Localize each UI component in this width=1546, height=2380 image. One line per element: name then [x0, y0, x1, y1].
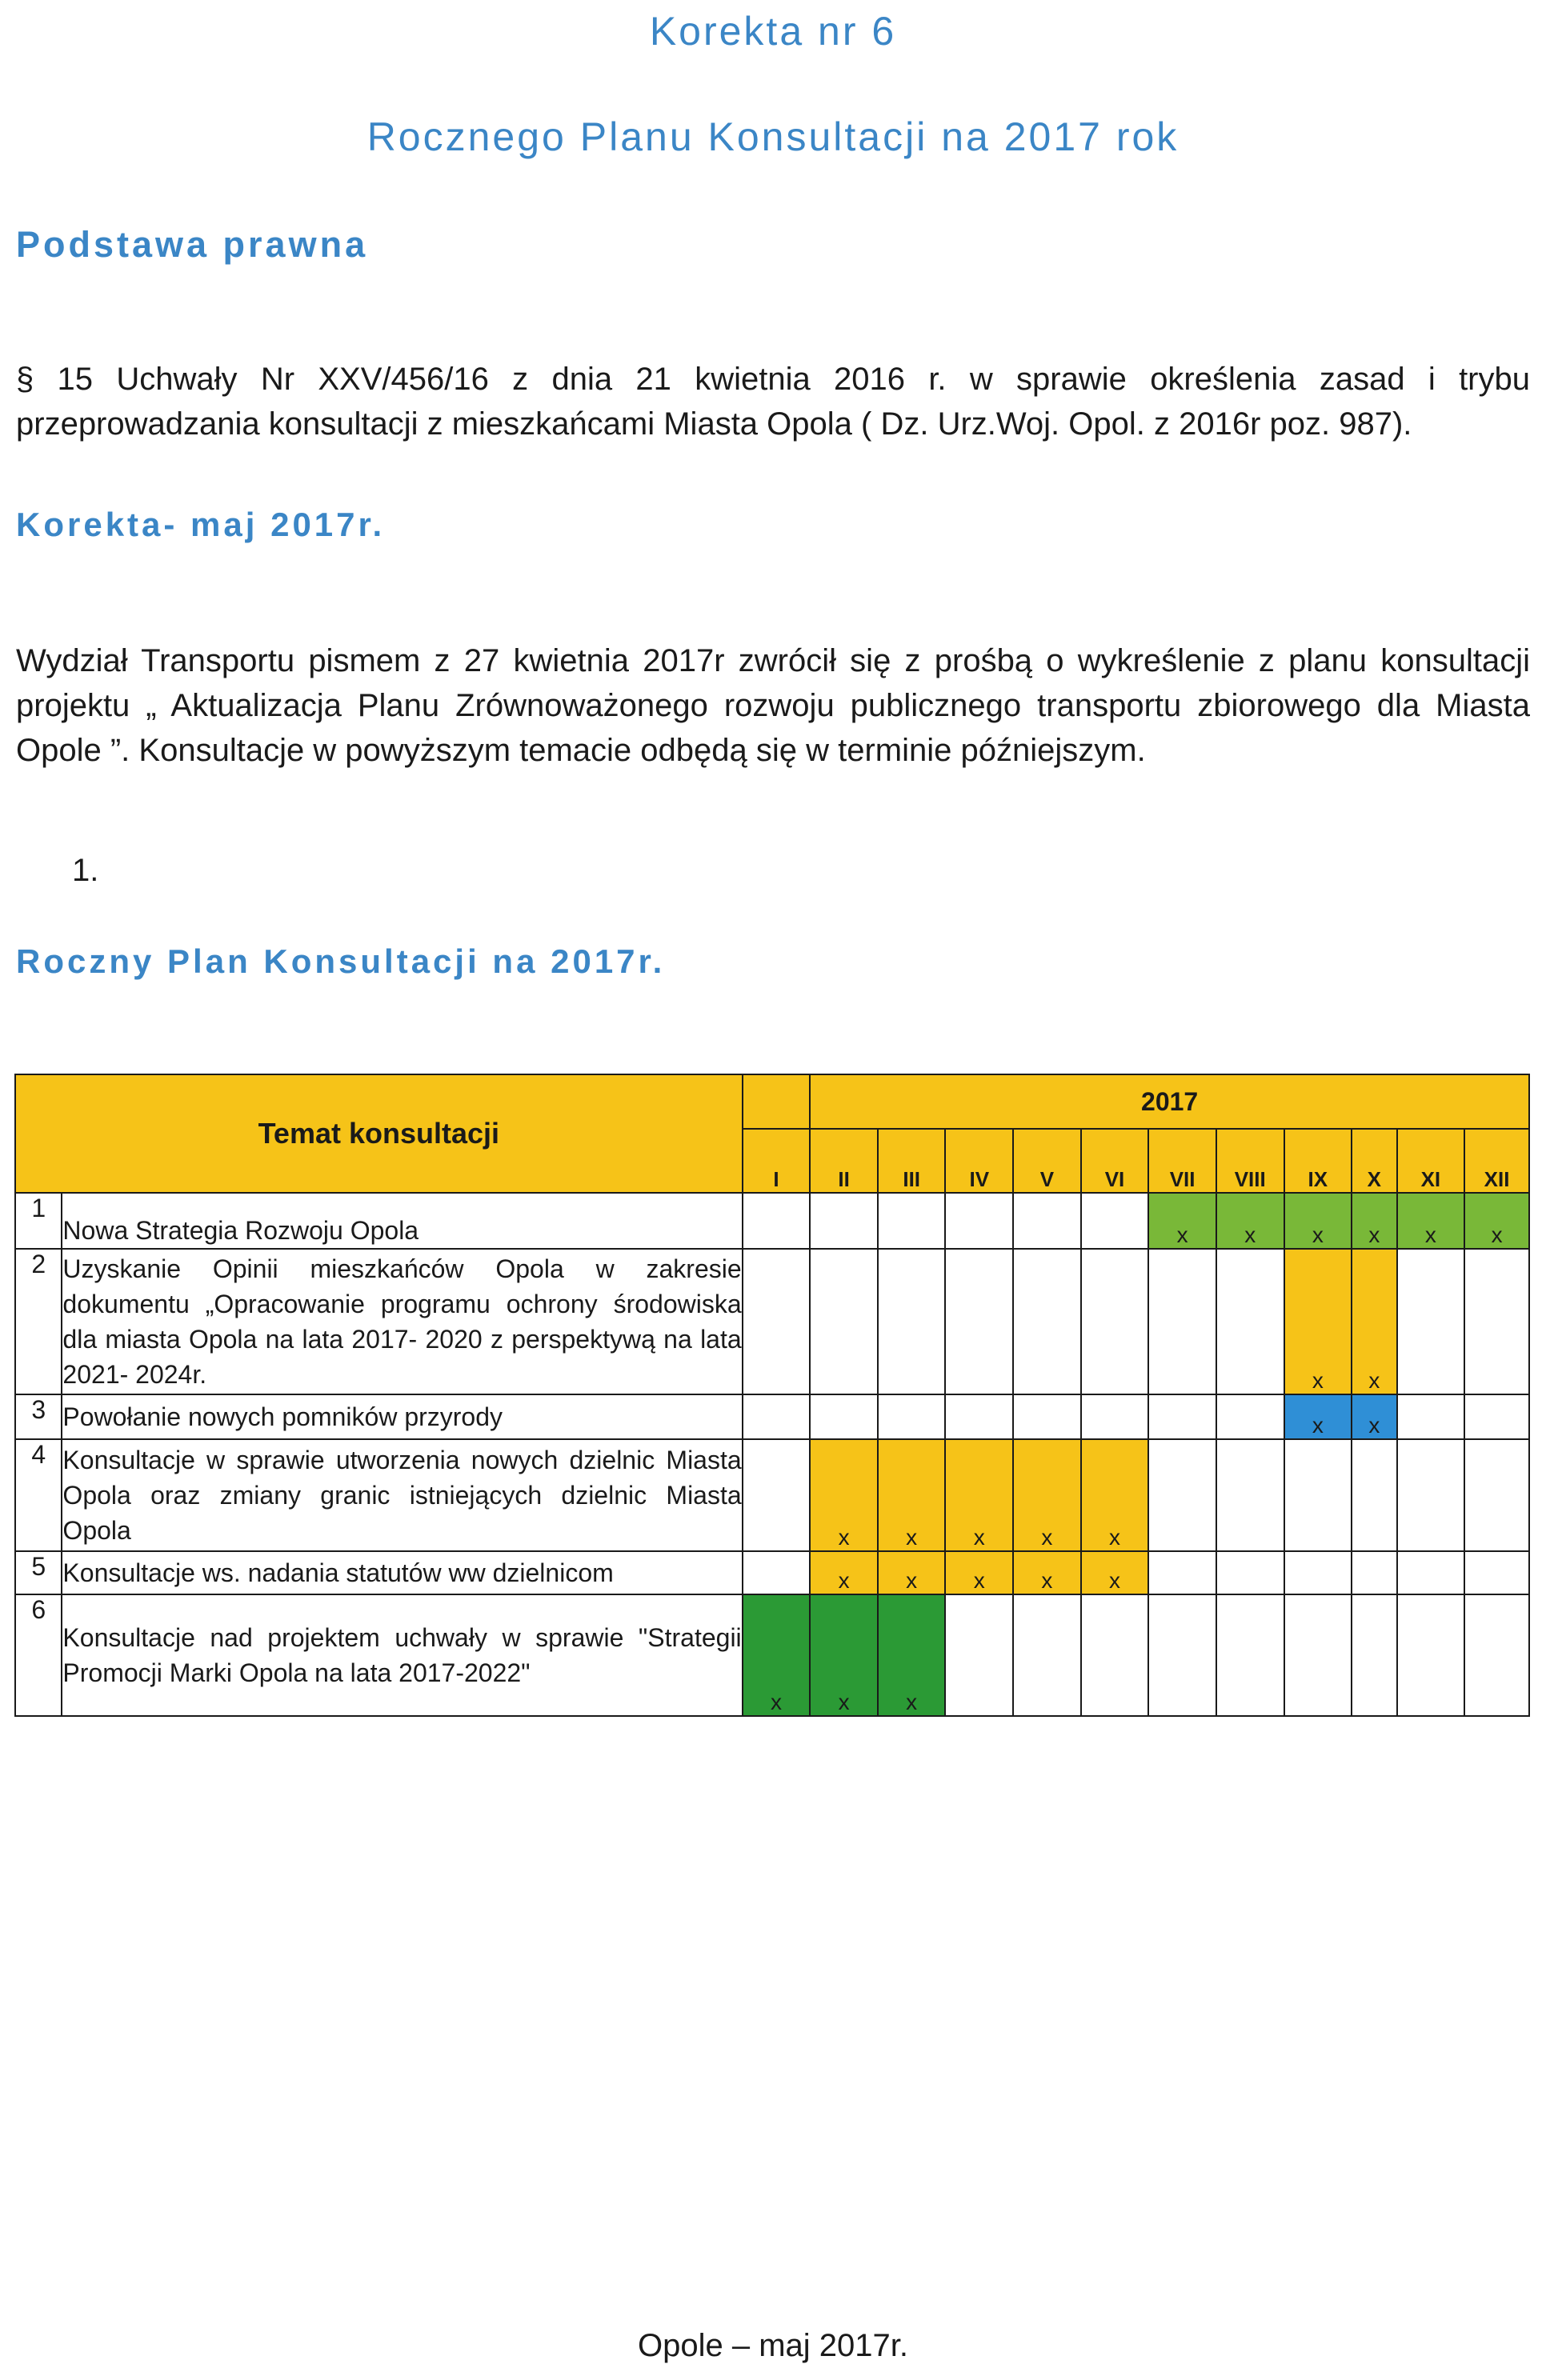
- month-cell: [1397, 1551, 1465, 1594]
- table-row: [15, 1249, 1529, 1394]
- plan-heading: Roczny Plan Konsultacji na 2017r.: [16, 942, 666, 980]
- month-cell: [945, 1193, 1013, 1249]
- month-header-1: II: [810, 1129, 878, 1193]
- month-cell: [1216, 1394, 1284, 1439]
- correction-heading: Korekta- maj 2017r.: [16, 506, 386, 543]
- month-cell: [945, 1249, 1013, 1394]
- month-cell: [1397, 1439, 1465, 1551]
- row-number: 3: [15, 1394, 62, 1439]
- month-cell: [878, 1249, 946, 1394]
- month-cell: x: [743, 1594, 811, 1716]
- month-cell: x: [1464, 1193, 1529, 1249]
- month-cell: x: [878, 1551, 946, 1594]
- month-cell: [1216, 1551, 1284, 1594]
- month-cell: x: [945, 1551, 1013, 1594]
- row-number: 2: [15, 1249, 62, 1394]
- year-header: 2017: [810, 1074, 1529, 1129]
- month-cell: [1013, 1594, 1081, 1716]
- month-cell: x: [810, 1594, 878, 1716]
- month-header-8: IX: [1284, 1129, 1352, 1193]
- month-cell: x: [1352, 1394, 1396, 1439]
- month-cell: [1148, 1394, 1216, 1439]
- month-cell: [1464, 1249, 1529, 1394]
- month-cell: x: [1284, 1249, 1352, 1394]
- month-cell: [1216, 1249, 1284, 1394]
- month-cell: [1464, 1394, 1529, 1439]
- month-cell: [743, 1439, 811, 1551]
- month-cell: [1284, 1594, 1352, 1716]
- month-cell: [1081, 1249, 1149, 1394]
- list-number: 1.: [72, 853, 99, 888]
- row-number: 5: [15, 1551, 62, 1594]
- month-cell: x: [1216, 1193, 1284, 1249]
- row-topic: Konsultacje ws. nadania statutów ww dzielnicom: [62, 1551, 742, 1594]
- month-cell: [878, 1394, 946, 1439]
- month-cell: x: [810, 1439, 878, 1551]
- row-number: 6: [15, 1594, 62, 1716]
- table-row: [15, 1193, 1529, 1249]
- row-topic: Konsultacje w sprawie utworzenia nowych dzielnic Miasta Opola oraz zmiany granic istniejących dzielnic Miasta Opola: [62, 1439, 742, 1551]
- table-row: [15, 1551, 1529, 1594]
- topic-column-header: Temat konsultacji: [15, 1074, 743, 1193]
- month-cell: x: [1352, 1249, 1396, 1394]
- month-header-3: IV: [945, 1129, 1013, 1193]
- table-row: [15, 1594, 1529, 1716]
- month-header-11: XII: [1464, 1129, 1529, 1193]
- month-cell: x: [1284, 1394, 1352, 1439]
- month-header-9: X: [1352, 1129, 1396, 1193]
- month-cell: [1397, 1249, 1465, 1394]
- month-cell: [1284, 1551, 1352, 1594]
- month-cell: [1397, 1394, 1465, 1439]
- month-cell: [1081, 1594, 1149, 1716]
- month-cell: [1013, 1249, 1081, 1394]
- row-topic: Konsultacje nad projektem uchwały w sprawie "Strategii Promocji Marki Opola na lata 2017-2022": [62, 1594, 742, 1716]
- month-cell: x: [945, 1439, 1013, 1551]
- month-cell: [1352, 1594, 1396, 1716]
- month-cell: x: [1081, 1439, 1149, 1551]
- month-cell: [1081, 1394, 1149, 1439]
- month-cell: [1216, 1439, 1284, 1551]
- footer-place-date: Opole – maj 2017r.: [638, 2328, 908, 2363]
- month-cell: [743, 1249, 811, 1394]
- table-row: [15, 1394, 1529, 1439]
- month-cell: x: [1352, 1193, 1396, 1249]
- month-header-10: XI: [1397, 1129, 1465, 1193]
- month-cell: [810, 1193, 878, 1249]
- month-cell: [1013, 1394, 1081, 1439]
- month-header-4: V: [1013, 1129, 1081, 1193]
- month-cell: [1464, 1551, 1529, 1594]
- month-cell: [945, 1394, 1013, 1439]
- row-number: 4: [15, 1439, 62, 1551]
- month-cell: [810, 1249, 878, 1394]
- row-number: 1: [15, 1193, 62, 1249]
- plan-rows: [15, 1193, 1529, 1716]
- month-cell: [810, 1394, 878, 1439]
- row-topic: Nowa Strategia Rozwoju Opola: [62, 1193, 742, 1249]
- month-cell: [743, 1193, 811, 1249]
- month-cell: [1148, 1594, 1216, 1716]
- month-header-0: I: [743, 1129, 811, 1193]
- month-cell: [1148, 1249, 1216, 1394]
- month-cell: [743, 1394, 811, 1439]
- row-topic: Uzyskanie Opinii mieszkańców Opola w zakresie dokumentu „Opracowanie programu ochrony środowiska dla miasta Opola na lata 2017- 2020 z perspektywą na lata 2021- 2024r.: [62, 1249, 742, 1394]
- month-cell: [1148, 1551, 1216, 1594]
- correction-text: Wydział Transportu pismem z 27 kwietnia 2017r zwrócił się z prośbą o wykreślenie z planu konsultacji projektu „ Aktualizacja Planu Zrównoważonego rozwoju publicznego transportu zbiorowego dla Miasta Opole ”. Konsultacje w powyższym temacie odbędą się w terminie późniejszym.: [16, 643, 1530, 768]
- month-cell: [743, 1551, 811, 1594]
- month-cell: [1352, 1439, 1396, 1551]
- month-cell: [1081, 1193, 1149, 1249]
- month-header-7: VIII: [1216, 1129, 1284, 1193]
- month-header-5: VI: [1081, 1129, 1149, 1193]
- month-cell: x: [1081, 1551, 1149, 1594]
- month-cell: [1464, 1439, 1529, 1551]
- header-blank-cell: [743, 1074, 811, 1129]
- row-topic: Powołanie nowych pomników przyrody: [62, 1394, 742, 1439]
- month-cell: [1013, 1193, 1081, 1249]
- month-cell: [1284, 1439, 1352, 1551]
- month-cell: [1397, 1594, 1465, 1716]
- month-cell: x: [1397, 1193, 1465, 1249]
- month-cell: x: [1148, 1193, 1216, 1249]
- legal-basis-heading: Podstawa prawna: [16, 224, 369, 265]
- month-cell: x: [1013, 1551, 1081, 1594]
- month-cell: x: [1013, 1439, 1081, 1551]
- month-cell: x: [878, 1439, 946, 1551]
- month-cell: [945, 1594, 1013, 1716]
- document-subtitle: Rocznego Planu Konsultacji na 2017 rok: [366, 114, 1180, 159]
- legal-basis-text: § 15 Uchwały Nr XXV/456/16 z dnia 21 kwietnia 2016 r. w sprawie określenia zasad i trybu przeprowadzania konsultacji z mieszkańcami Miasta Opola ( Dz. Urz.Woj. Opol. z 2016r poz. 987).: [16, 362, 1530, 442]
- month-cell: x: [878, 1594, 946, 1716]
- month-header-6: VII: [1148, 1129, 1216, 1193]
- month-cell: x: [810, 1551, 878, 1594]
- month-cell: x: [1284, 1193, 1352, 1249]
- month-cell: [1148, 1439, 1216, 1551]
- month-cell: [878, 1193, 946, 1249]
- month-cell: [1352, 1551, 1396, 1594]
- month-cell: [1464, 1594, 1529, 1716]
- month-cell: [1216, 1594, 1284, 1716]
- document-title: Korekta nr 6: [649, 9, 897, 54]
- month-header-2: III: [878, 1129, 946, 1193]
- table-row: [15, 1439, 1529, 1551]
- consultation-plan-table: [14, 1074, 1530, 1717]
